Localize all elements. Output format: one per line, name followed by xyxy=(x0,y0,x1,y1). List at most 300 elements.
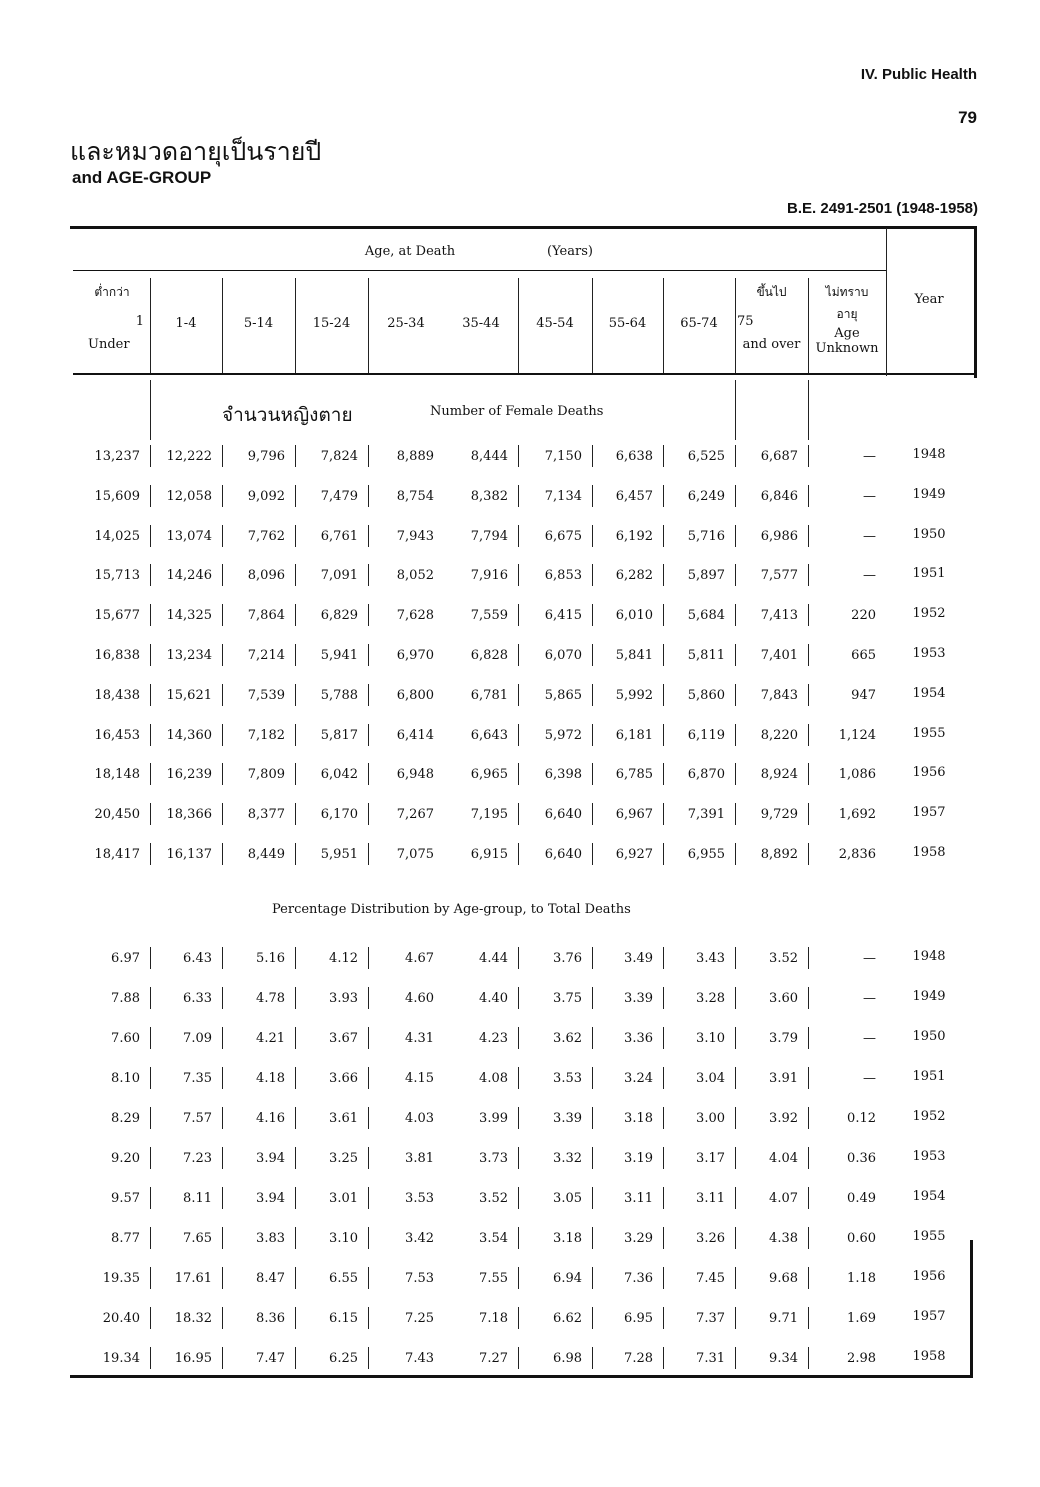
table-cell: 3.01 xyxy=(329,1191,358,1206)
column-divider xyxy=(518,1307,519,1329)
table-cell: 7,150 xyxy=(544,449,582,464)
table-cell: 7,559 xyxy=(470,608,508,624)
column-divider xyxy=(735,445,736,467)
table-cell: 12,222 xyxy=(166,449,212,464)
column-divider xyxy=(592,1347,593,1369)
table-cell: 6,643 xyxy=(470,727,508,743)
table-cell: 4.67 xyxy=(405,951,434,966)
table-cell: 3.99 xyxy=(479,1111,508,1126)
column-divider xyxy=(368,1027,369,1049)
table-cell: 7.43 xyxy=(405,1351,434,1366)
table-cell: 6,970 xyxy=(396,648,434,663)
column-divider xyxy=(592,987,593,1009)
column-divider xyxy=(222,1267,223,1289)
table-cell: 8,377 xyxy=(247,807,285,823)
column-divider xyxy=(150,1067,151,1089)
table-cell: 6,800 xyxy=(396,687,434,703)
table-cell: 6,638 xyxy=(615,449,653,464)
column-divider xyxy=(368,724,369,746)
column-divider xyxy=(663,278,664,373)
column-divider xyxy=(663,763,664,785)
table-cell: 8,444 xyxy=(470,449,508,464)
column-divider xyxy=(735,1027,736,1049)
column-divider xyxy=(222,525,223,547)
table-cell: 17.61 xyxy=(174,1271,212,1286)
column-divider xyxy=(295,803,296,825)
table-cell: 0.60 xyxy=(847,1231,876,1246)
section2-title: Percentage Distribution by Age-group, to Total Deaths xyxy=(272,902,631,917)
column-divider xyxy=(808,1267,809,1289)
table-cell: 7,391 xyxy=(687,807,725,823)
table-cell: 6,010 xyxy=(615,608,653,624)
column-divider xyxy=(150,987,151,1009)
table-cell: 8.77 xyxy=(111,1231,140,1246)
column-divider xyxy=(592,763,593,785)
column-divider xyxy=(368,1267,369,1289)
table-cell: 7,864 xyxy=(247,608,285,624)
table-cell: 6,965 xyxy=(470,767,508,783)
table-cell: 5,865 xyxy=(544,687,582,703)
column-divider xyxy=(150,604,151,626)
column-divider xyxy=(735,1307,736,1329)
table-cell: 7.23 xyxy=(183,1151,212,1166)
column-divider xyxy=(368,803,369,825)
column-divider xyxy=(735,380,736,440)
table-cell: — xyxy=(863,488,876,504)
column-divider xyxy=(368,843,369,865)
table-cell: 9,092 xyxy=(247,488,285,504)
year-cell: 1953 xyxy=(912,1149,946,1164)
table-cell: 7,916 xyxy=(470,568,508,584)
table-cell: 7,091 xyxy=(320,568,358,584)
column-divider xyxy=(663,843,664,865)
table-cell: 6,249 xyxy=(687,488,725,504)
table-cell: 6,640 xyxy=(544,807,582,823)
column-divider xyxy=(518,763,519,785)
table-cell: — xyxy=(863,528,876,544)
period-label: B.E. 2491-2501 (1948-1958) xyxy=(787,200,978,217)
column-divider xyxy=(222,1147,223,1169)
column-divider xyxy=(368,1187,369,1209)
table-cell: 8,449 xyxy=(247,847,285,862)
column-divider xyxy=(150,1107,151,1129)
table-cell: 6.25 xyxy=(329,1351,358,1366)
column-header: 5-14 xyxy=(243,316,274,331)
column-divider xyxy=(368,1307,369,1329)
column-divider xyxy=(295,1067,296,1089)
column-divider xyxy=(663,1187,664,1209)
table-cell: 0.49 xyxy=(847,1191,876,1206)
table-cell: 4.60 xyxy=(405,991,434,1006)
column-divider xyxy=(295,485,296,507)
column-divider xyxy=(295,1147,296,1169)
column-divider xyxy=(150,564,151,586)
table-cell: 7.25 xyxy=(405,1311,434,1326)
table-cell: 4.12 xyxy=(329,951,358,966)
table-cell: 8.47 xyxy=(256,1271,285,1286)
column-divider xyxy=(150,803,151,825)
table-cell: 3.28 xyxy=(696,991,725,1006)
column-divider xyxy=(592,947,593,969)
table-cell: 7.27 xyxy=(479,1351,508,1366)
table-cell: 1.69 xyxy=(847,1311,876,1326)
column-divider xyxy=(222,1027,223,1049)
table-cell: 13,237 xyxy=(94,449,140,464)
table-cell: 3.18 xyxy=(553,1231,582,1246)
table-cell: 6,761 xyxy=(320,528,358,544)
table-cell: 4.03 xyxy=(405,1111,434,1126)
column-divider xyxy=(735,525,736,547)
column-divider xyxy=(222,278,223,373)
year-cell: 1950 xyxy=(912,526,946,542)
column-divider xyxy=(368,525,369,547)
table-cell: 8,220 xyxy=(760,727,798,743)
table-cell: — xyxy=(863,1071,876,1086)
table-cell: 8.11 xyxy=(183,1191,212,1206)
year-column-divider xyxy=(886,228,887,376)
column-divider xyxy=(663,1027,664,1049)
column-divider xyxy=(663,724,664,746)
year-cell: 1958 xyxy=(912,845,946,860)
column-divider xyxy=(663,987,664,1009)
column-divider xyxy=(663,1107,664,1129)
table-cell: 6.98 xyxy=(553,1351,582,1366)
column-divider xyxy=(808,380,809,440)
column-divider xyxy=(518,1147,519,1169)
column-divider xyxy=(735,1107,736,1129)
column-divider xyxy=(222,763,223,785)
column-divider xyxy=(735,278,736,373)
column-divider xyxy=(518,843,519,865)
table-cell: 3.52 xyxy=(479,1191,508,1206)
column-divider xyxy=(222,485,223,507)
table-cell: 3.91 xyxy=(769,1071,798,1086)
table-cell: 5,897 xyxy=(687,568,725,584)
column-divider xyxy=(518,987,519,1009)
table-cell: 3.11 xyxy=(696,1191,725,1206)
table-cell: 7,413 xyxy=(760,608,798,624)
column-divider xyxy=(150,1347,151,1369)
column-divider xyxy=(518,1347,519,1369)
column-divider xyxy=(663,1267,664,1289)
table-cell: 16,838 xyxy=(94,648,140,663)
column-divider xyxy=(368,1067,369,1089)
table-cell: 3.00 xyxy=(696,1111,725,1126)
column-divider xyxy=(295,1187,296,1209)
table-cell: 3.11 xyxy=(624,1191,653,1206)
column-divider xyxy=(368,1147,369,1169)
table-cell: 3.26 xyxy=(696,1231,725,1246)
table-cell: 1,086 xyxy=(838,767,876,783)
table-cell: 16.95 xyxy=(174,1351,212,1366)
column-divider xyxy=(735,987,736,1009)
table-right-rule xyxy=(974,226,977,378)
table-cell: 3.49 xyxy=(624,951,653,966)
table-cell: 1,692 xyxy=(838,807,876,823)
table-cell: — xyxy=(863,1031,876,1046)
column-divider xyxy=(150,1187,151,1209)
column-divider xyxy=(592,1027,593,1049)
table-cell: 3.10 xyxy=(696,1031,725,1046)
table-cell: 6.55 xyxy=(329,1271,358,1286)
column-header-top: Age xyxy=(834,326,860,341)
column-divider xyxy=(808,1067,809,1089)
table-cell: 8,889 xyxy=(396,449,434,464)
column-divider xyxy=(808,1187,809,1209)
table-cell: 14,246 xyxy=(166,568,212,584)
column-divider xyxy=(150,1027,151,1049)
column-divider xyxy=(222,1307,223,1329)
column-divider xyxy=(663,604,664,626)
column-divider xyxy=(518,485,519,507)
table-cell: 7,628 xyxy=(396,608,434,624)
table-cell: 3.25 xyxy=(329,1151,358,1166)
table-cell: 3.81 xyxy=(405,1151,434,1166)
year-cell: 1955 xyxy=(912,1229,946,1244)
column-divider xyxy=(663,803,664,825)
table-cell: 6,846 xyxy=(760,488,798,504)
table-cell: 6,170 xyxy=(320,807,358,823)
column-divider xyxy=(150,763,151,785)
table-cell: 5.16 xyxy=(256,951,285,966)
year-cell: 1954 xyxy=(912,1189,946,1204)
table-cell: 18,417 xyxy=(94,847,140,862)
age-group-header: Age, at Death xyxy=(364,244,456,259)
table-cell: 7.57 xyxy=(183,1111,212,1126)
table-cell: 3.10 xyxy=(329,1231,358,1246)
column-header-year: Year xyxy=(914,292,944,307)
column-divider xyxy=(295,1267,296,1289)
column-divider xyxy=(518,564,519,586)
column-divider xyxy=(735,803,736,825)
column-divider xyxy=(808,763,809,785)
column-divider xyxy=(735,1347,736,1369)
column-divider xyxy=(368,278,369,373)
column-divider xyxy=(150,1307,151,1329)
column-divider xyxy=(808,485,809,507)
table-cell: 6,870 xyxy=(687,767,725,783)
table-cell: 3.43 xyxy=(696,951,725,966)
table-cell: 7,195 xyxy=(470,807,508,823)
column-divider xyxy=(518,1227,519,1249)
column-divider xyxy=(808,947,809,969)
table-cell: 9.68 xyxy=(769,1271,798,1286)
table-cell: 6,640 xyxy=(544,847,582,862)
table-cell: 9.34 xyxy=(769,1351,798,1366)
column-divider xyxy=(808,1147,809,1169)
table-cell: 6,828 xyxy=(470,648,508,663)
table-cell: 5,992 xyxy=(615,687,653,703)
table-cell: 6,398 xyxy=(544,767,582,783)
column-header: 65-74 xyxy=(680,316,718,331)
table-cell: 6,181 xyxy=(615,727,653,743)
table-cell: 7,401 xyxy=(760,648,798,663)
table-cell: 3.83 xyxy=(256,1231,285,1246)
column-divider xyxy=(368,485,369,507)
column-header-thai: อายุ xyxy=(836,307,858,321)
table-cell: 6.15 xyxy=(329,1311,358,1326)
column-divider xyxy=(295,278,296,373)
column-divider xyxy=(150,525,151,547)
column-divider xyxy=(592,564,593,586)
column-header: 55-64 xyxy=(608,316,647,331)
column-divider xyxy=(295,763,296,785)
table-cell: 7,214 xyxy=(247,648,285,663)
column-divider xyxy=(150,947,151,969)
table-cell: — xyxy=(863,991,876,1006)
column-divider xyxy=(808,564,809,586)
table-cell: 6,525 xyxy=(687,449,725,464)
table-cell: 6,853 xyxy=(544,568,582,584)
table-cell: 8,096 xyxy=(247,568,285,584)
column-divider xyxy=(368,1107,369,1129)
table-cell: 3.53 xyxy=(405,1191,434,1206)
table-cell: 6,675 xyxy=(544,528,582,544)
column-divider xyxy=(735,485,736,507)
year-cell: 1954 xyxy=(912,685,946,701)
column-header-bottom: Under xyxy=(88,337,130,352)
column-divider xyxy=(518,1107,519,1129)
column-divider xyxy=(592,1147,593,1169)
header-bottom-rule xyxy=(73,373,974,375)
table-cell: 3.76 xyxy=(553,951,582,966)
column-divider xyxy=(368,564,369,586)
table-cell: 16,239 xyxy=(166,767,212,783)
table-cell: 5,684 xyxy=(687,608,725,624)
column-divider xyxy=(808,1347,809,1369)
table-cell: 8,052 xyxy=(396,568,434,584)
table-cell: 6,781 xyxy=(470,687,508,703)
table-cell: 4.16 xyxy=(256,1111,285,1126)
column-divider xyxy=(735,1067,736,1089)
table-cell: 19.35 xyxy=(102,1271,140,1286)
table-cell: 15,621 xyxy=(166,687,212,703)
column-divider xyxy=(592,1107,593,1129)
column-divider xyxy=(368,987,369,1009)
column-divider xyxy=(150,1147,151,1169)
year-cell: 1955 xyxy=(912,725,946,741)
column-divider xyxy=(222,947,223,969)
table-cell: 13,074 xyxy=(166,528,212,544)
table-cell: 6.97 xyxy=(111,951,140,966)
table-cell: 6.95 xyxy=(624,1311,653,1326)
table-cell: 6,948 xyxy=(396,767,434,783)
table-cell: 9.71 xyxy=(769,1311,798,1326)
column-divider xyxy=(518,644,519,666)
table-cell: 3.36 xyxy=(624,1031,653,1046)
column-divider xyxy=(368,763,369,785)
table-cell: 7.18 xyxy=(479,1311,508,1326)
year-cell: 1951 xyxy=(912,1069,946,1084)
table-cell: 9.57 xyxy=(111,1191,140,1206)
table-cell: 3.73 xyxy=(479,1151,508,1166)
table-cell: 7,539 xyxy=(247,687,285,703)
column-divider xyxy=(735,1227,736,1249)
column-divider xyxy=(368,1227,369,1249)
column-divider xyxy=(222,1227,223,1249)
table-cell: 12,058 xyxy=(166,488,212,504)
column-divider xyxy=(368,604,369,626)
table-cell: 7,794 xyxy=(470,528,508,544)
table-cell: 3.05 xyxy=(553,1191,582,1206)
table-cell: 6,915 xyxy=(470,847,508,862)
table-cell: 13,234 xyxy=(166,648,212,663)
table-cell: 3.93 xyxy=(329,991,358,1006)
column-divider xyxy=(222,987,223,1009)
table-cell: 4.78 xyxy=(256,991,285,1006)
table-cell: 16,453 xyxy=(94,727,140,743)
column-divider xyxy=(518,803,519,825)
table-cell: 6,967 xyxy=(615,807,653,823)
table-cell: 6,955 xyxy=(687,847,725,862)
column-divider xyxy=(222,1347,223,1369)
table-cell: 8,892 xyxy=(760,847,798,862)
column-header-bottom: Unknown xyxy=(815,341,879,356)
table-cell: 7,809 xyxy=(247,767,285,783)
column-divider xyxy=(663,485,664,507)
column-divider xyxy=(735,644,736,666)
year-cell: 1949 xyxy=(912,989,946,1004)
column-divider xyxy=(592,604,593,626)
table-cell: 2.98 xyxy=(847,1351,876,1366)
table-cell: 8.10 xyxy=(111,1071,140,1086)
table-cell: 7,843 xyxy=(760,687,798,703)
column-divider xyxy=(150,843,151,865)
table-cell: 3.60 xyxy=(769,991,798,1006)
table-cell: 665 xyxy=(851,648,876,663)
column-divider xyxy=(592,1067,593,1089)
section-heading: IV. Public Health xyxy=(860,66,977,83)
column-divider xyxy=(295,1307,296,1329)
column-divider xyxy=(295,604,296,626)
table-cell: 7.55 xyxy=(479,1271,508,1286)
title-english: and AGE-GROUP xyxy=(72,168,212,187)
table-cell: 6,687 xyxy=(760,449,798,464)
table-cell: 18.32 xyxy=(174,1311,212,1326)
column-divider xyxy=(592,843,593,865)
column-divider xyxy=(222,604,223,626)
column-divider xyxy=(222,1187,223,1209)
table-cell: 7,762 xyxy=(247,528,285,544)
table-cell: 7.31 xyxy=(696,1351,725,1366)
column-divider xyxy=(808,843,809,865)
column-divider xyxy=(808,987,809,1009)
table-cell: 6,829 xyxy=(320,608,358,624)
column-header-thai: ขึ้นไป xyxy=(756,285,787,299)
column-divider xyxy=(222,724,223,746)
column-divider xyxy=(735,1187,736,1209)
column-divider xyxy=(592,724,593,746)
column-divider xyxy=(808,604,809,626)
table-cell: 7.37 xyxy=(696,1311,725,1326)
table-cell: 6,415 xyxy=(544,608,582,624)
table-cell: 5,716 xyxy=(687,528,725,544)
table-cell: 947 xyxy=(851,687,876,703)
table-cell: 3.18 xyxy=(624,1111,653,1126)
table-cell: 16,137 xyxy=(166,847,212,862)
column-divider xyxy=(808,1227,809,1249)
column-divider xyxy=(592,525,593,547)
column-divider xyxy=(808,644,809,666)
table-cell: 4.38 xyxy=(769,1231,798,1246)
column-divider xyxy=(295,1027,296,1049)
column-divider xyxy=(222,445,223,467)
table-cell: 1,124 xyxy=(838,727,876,743)
column-divider xyxy=(663,564,664,586)
column-divider xyxy=(663,684,664,706)
column-divider xyxy=(150,485,151,507)
column-divider xyxy=(295,1107,296,1129)
